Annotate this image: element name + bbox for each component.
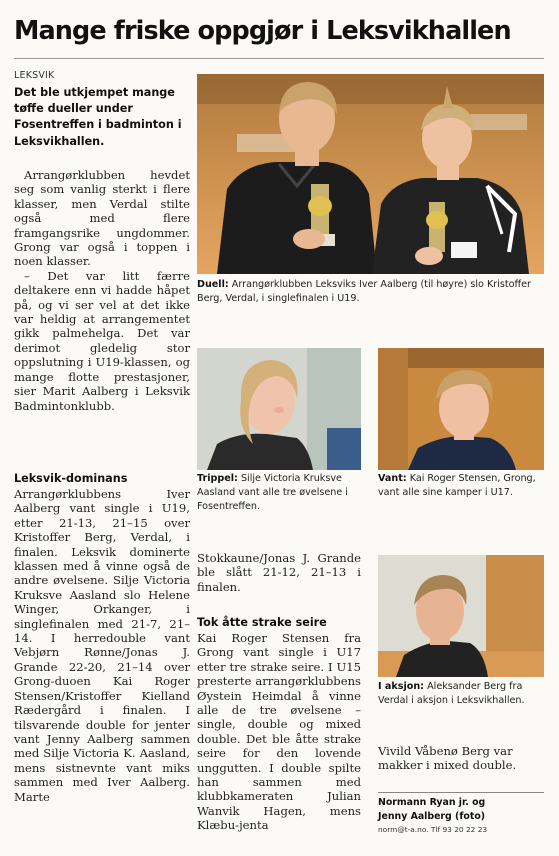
- photo-i-aksjon: [378, 555, 544, 677]
- caption-text: Arrangørklubben Leksviks Iver Aalberg (til høyre) slo Kristoffer Berg, Verdal, i singlefinalen i U19.: [197, 279, 531, 305]
- article-column-left-continued: [14, 487, 190, 804]
- body-paragraph: Vivild Våbenø Berg var makker i mixed double.: [378, 744, 517, 773]
- female-player-image: [197, 348, 361, 470]
- caption-text: Aleksander Berg fra Verdal i aksjon i Leksvikhallen.: [378, 681, 525, 707]
- byline-rule: [378, 792, 544, 793]
- photo-trippel: [197, 348, 361, 470]
- caption-label: Vant:: [378, 473, 407, 484]
- article-column-middle-continued: [197, 631, 361, 833]
- article-column-left: [14, 168, 190, 413]
- male-player-image: [378, 348, 544, 470]
- caption-label: I aksjon:: [378, 681, 425, 692]
- byline-contact: norm@t-a.no. Tlf 93 20 22 23: [378, 825, 488, 834]
- article-column-right: [378, 744, 544, 773]
- subheading-leksvik-dominans: Leksvik-dominans: [14, 472, 128, 485]
- players-with-trophies-image: [197, 74, 544, 274]
- byline-photo-credit: Jenny Aalberg (foto): [378, 810, 486, 822]
- photo-vant: [378, 348, 544, 470]
- caption-vant: [378, 472, 544, 500]
- headline-rule: [14, 58, 544, 59]
- headline: Mange friske oppgjør i Leksvikhallen: [14, 16, 511, 46]
- body-paragraph: Stokkaune/Jonas J. Grande ble slått 21-12, 21–13 i finalen.: [197, 551, 361, 594]
- caption-label: Duell:: [197, 279, 229, 290]
- byline: [378, 796, 544, 837]
- body-paragraph: Kai Roger Stensen fra Grong vant single i U17 etter tre strake seire. I U15 presterte arrangørklubbens Øystein Heimdal å vinne alle de tre øvelsene – single, double og mixed double. Det ble åtte strake seire for den lovende unggutten. I double spilte han sammen med klubbkameraten Julian Wanvik Hagen, mens Klæbu-jenta: [197, 631, 361, 833]
- article-column-middle: [197, 551, 361, 594]
- kicker: LEKSVIK: [14, 70, 55, 81]
- caption-trippel: [197, 472, 361, 515]
- photo-duell: [197, 74, 544, 274]
- caption-i-aksjon: [378, 680, 544, 708]
- caption-duell: [197, 278, 544, 306]
- subheading-tok-atte-strake-seire: Tok åtte strake seire: [197, 616, 327, 629]
- body-paragraph: – Det var litt færre deltakere enn vi hadde håpet på, og vi ser vel at det ikke var heldig at arrangementet gikk palmehelga. Det var derimot gledelig stor oppslutning i U19-klassen, og mange flotte prestasjoner, sier Marit Aalberg i Leksvik Badmintonklubb.: [14, 268, 190, 413]
- body-paragraph: Arrangørklubbens Iver Aalberg vant single i U19, etter 21-13, 21–15 over Kristoffer Berg, Verdal, i finalen. Leksvik dominerte klassen med å vinne også de andre øvelsene. Silje Victoria Kruksve Aasland slo Helene Winger, Orkanger, i singlefinalen med 21-7, 21–14. I herredouble vant Vebjørn Rønne/Jonas J. Grande 22-20, 21–14 over Grong-duoen Kai Roger Stensen/Kristoffer Kielland Rædergård i finalen. I tilsvarende double for jenter vant Jenny Aalberg sammen med Silje Victoria K. Aasland, mens sistnevnte vant miks sammen med Iver Aalberg. Marte: [14, 487, 190, 804]
- caption-text: Kai Roger Stensen, Grong, vant alle sine kamper i U17.: [378, 473, 536, 499]
- caption-label: Trippel:: [197, 473, 238, 484]
- lead-paragraph: Det ble utkjempet mange tøffe dueller under Fosentreffen i badminton i Leksvikhallen.: [14, 86, 182, 148]
- byline-authors: Normann Ryan jr. og: [378, 797, 486, 808]
- player-in-action-image: [378, 555, 544, 677]
- body-paragraph: Arrangørklubben hevdet seg som vanlig sterkt i flere klasser, men Verdal stilte også med flere framgangsrike ungdommer. Grong var også i toppen i noen klasser.: [14, 168, 190, 269]
- caption-text: Silje Victoria Kruksve Aasland vant alle tre øvelsene i Fosentreffen.: [197, 473, 348, 513]
